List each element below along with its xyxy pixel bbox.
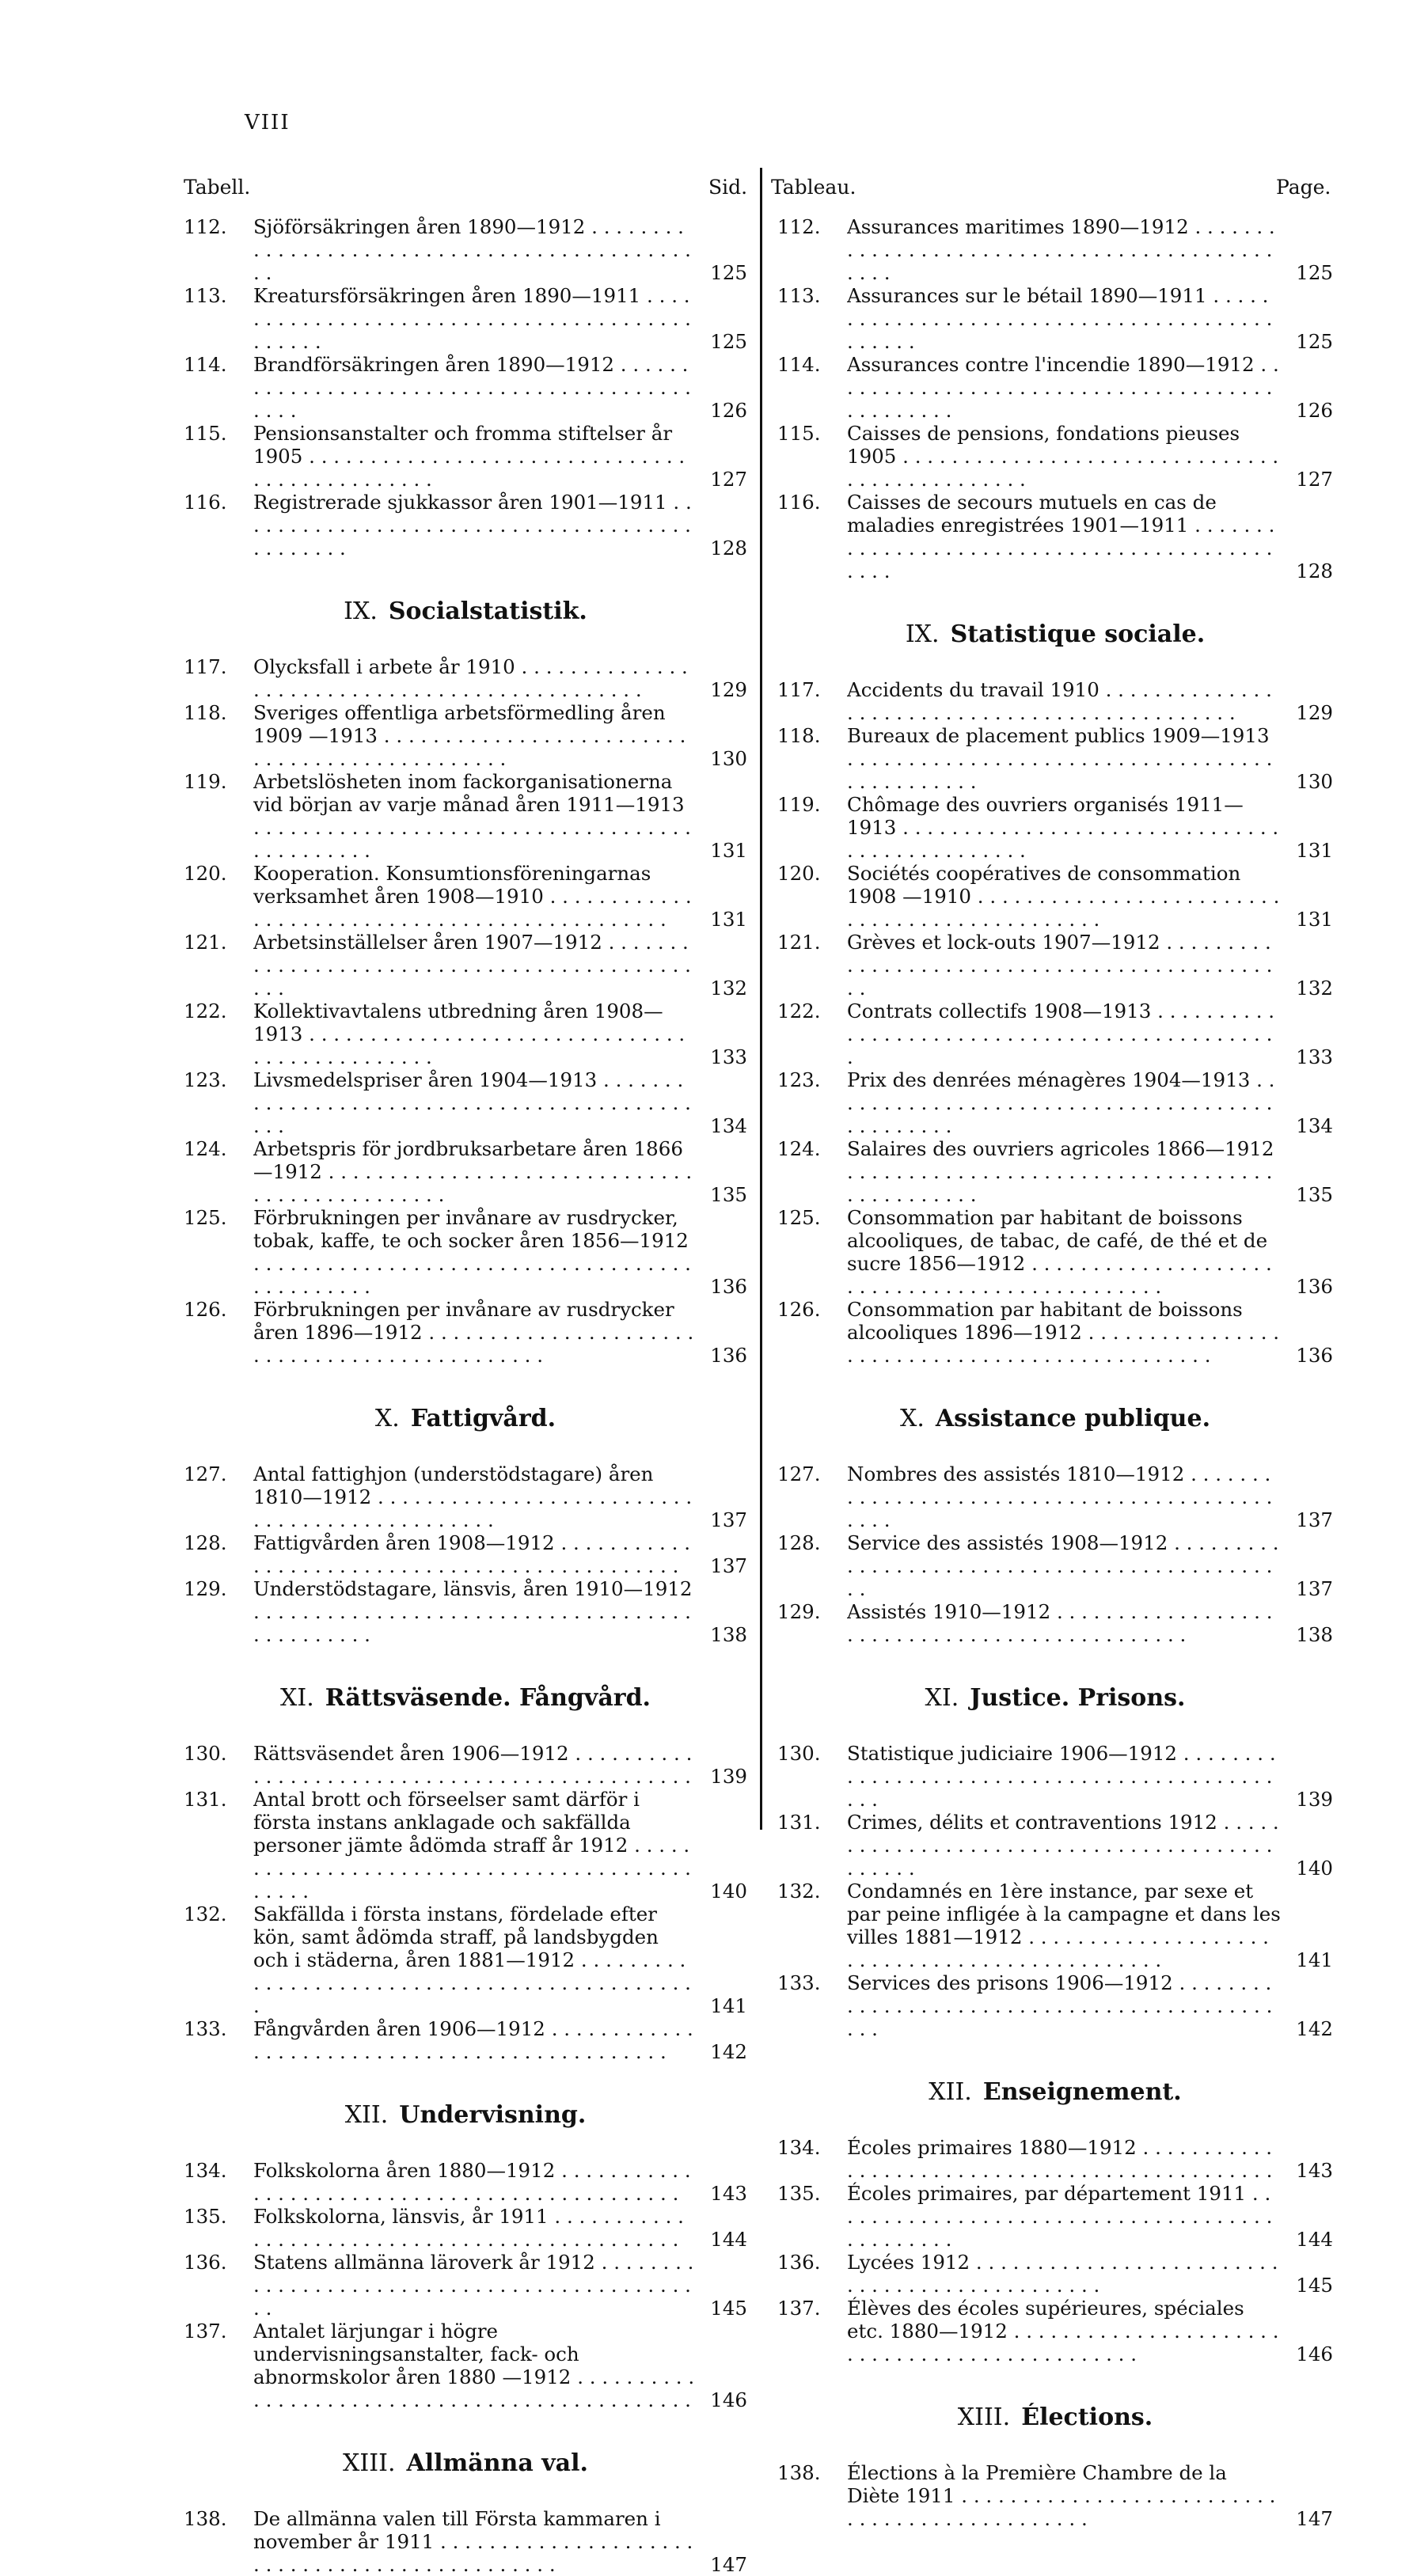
page-reference: 127 xyxy=(710,468,747,491)
table-title: Crimes, délits et contraventions 1912 . . . xyxy=(847,1811,1281,1880)
left-toc-entry xyxy=(184,1742,747,1788)
right-toc-entry xyxy=(777,2297,1333,2365)
left-toc-entry xyxy=(184,1788,747,1903)
right-toc-entry xyxy=(777,1463,1333,1531)
table-title: Livsmedelspriser åren 1904—1913 . . . xyxy=(253,1068,695,1137)
left-section-title xyxy=(184,1405,747,1432)
table-title: Écoles primaires 1880—1912 . . . xyxy=(847,2136,1281,2182)
page-reference: 128 xyxy=(1296,560,1333,582)
table-number: 125. xyxy=(777,1206,821,1229)
right-toc-entry xyxy=(777,1000,1333,1068)
table-title: Understödstagare, länsvis, åren 1910—1912 . . . xyxy=(253,1577,695,1646)
table-title: Grèves et lock-outs 1907—1912 . . . xyxy=(847,931,1281,1000)
left-section-name: Rättsväsende. Fångvård. xyxy=(325,1684,651,1712)
table-number: 113. xyxy=(184,284,227,307)
page-reference: 126 xyxy=(710,399,747,422)
right-column-header-label: Tableau. xyxy=(771,176,856,199)
table-title: Brandförsäkringen åren 1890—1912 . . . xyxy=(253,353,695,422)
table-number: 133. xyxy=(777,1971,821,1994)
page-reference: 128 xyxy=(710,537,747,560)
page-reference: 140 xyxy=(710,1880,747,1903)
right-section-title xyxy=(777,1684,1333,1712)
table-number: 115. xyxy=(777,422,821,445)
right-toc-entry xyxy=(777,1206,1333,1298)
table-number: 129. xyxy=(184,1577,227,1600)
right-toc-entry xyxy=(777,793,1333,862)
table-number: 120. xyxy=(777,862,821,885)
left-toc-entry xyxy=(184,2159,747,2205)
right-section-name: Enseignement. xyxy=(982,2078,1182,2106)
left-toc-entry xyxy=(184,1531,747,1577)
table-number: 133. xyxy=(184,2017,227,2040)
table-title: Bureaux de placement publics 1909—1913 . . . xyxy=(847,724,1281,793)
page-reference: 143 xyxy=(1296,2159,1333,2182)
page-reference: 131 xyxy=(710,908,747,931)
right-toc-entry xyxy=(777,1137,1333,1206)
table-title: Antal fattighjon (understödstagare) åren 1810—1912 . . . xyxy=(253,1463,695,1531)
right-column-header-page-label: Page. xyxy=(1276,176,1331,199)
page-reference: 137 xyxy=(1296,1508,1333,1531)
left-section-title xyxy=(184,2101,747,2129)
table-title: Services des prisons 1906—1912 . . . xyxy=(847,1971,1281,2040)
table-number: 121. xyxy=(777,931,821,954)
table-number: 125. xyxy=(184,1206,227,1229)
right-toc-entry xyxy=(777,353,1333,422)
table-number: 129. xyxy=(777,1600,821,1623)
page-reference: 139 xyxy=(710,1765,747,1788)
page-reference: 141 xyxy=(1296,1948,1333,1971)
left-section-number: X. xyxy=(374,1405,400,1432)
right-toc-entry xyxy=(777,215,1333,284)
page-reference: 145 xyxy=(710,2297,747,2320)
page-reference: 145 xyxy=(1296,2274,1333,2297)
left-toc-entry xyxy=(184,491,747,560)
column-divider xyxy=(760,168,762,1830)
page-reference: 125 xyxy=(1296,330,1333,353)
table-number: 119. xyxy=(777,793,821,816)
table-title: Arbetspris för jordbruksarbetare åren 1866 —1912 . . . xyxy=(253,1137,695,1206)
left-toc-entry xyxy=(184,1068,747,1137)
right-toc-entry xyxy=(777,1742,1333,1811)
table-number: 119. xyxy=(184,770,227,793)
table-number: 122. xyxy=(184,1000,227,1022)
right-toc-entry xyxy=(777,2182,1333,2251)
left-toc-entry xyxy=(184,701,747,770)
page-reference: 142 xyxy=(1296,2017,1333,2040)
table-number: 124. xyxy=(184,1137,227,1160)
page-reference: 125 xyxy=(710,261,747,284)
table-number: 124. xyxy=(777,1137,821,1160)
right-section-name: Élections. xyxy=(1021,2403,1153,2431)
left-toc-entry xyxy=(184,2507,747,2576)
left-toc-entry xyxy=(184,2320,747,2411)
table-title: Assurances sur le bétail 1890—1911 . . . xyxy=(847,284,1281,353)
table-number: 135. xyxy=(777,2182,821,2205)
page-reference: 136 xyxy=(710,1344,747,1367)
left-toc-entry xyxy=(184,2251,747,2320)
table-number: 136. xyxy=(777,2251,821,2274)
table-number: 120. xyxy=(184,862,227,885)
left-section-name: Undervisning. xyxy=(399,2101,587,2129)
table-number: 131. xyxy=(184,1788,227,1811)
table-title: Sveriges offentliga arbetsförmedling åren 1909 —1913 . . . xyxy=(253,701,695,770)
table-number: 117. xyxy=(777,678,821,701)
page-reference: 125 xyxy=(1296,261,1333,284)
table-number: 131. xyxy=(777,1811,821,1834)
table-title: Statistique judiciaire 1906—1912 . . . xyxy=(847,1742,1281,1811)
table-number: 113. xyxy=(777,284,821,307)
left-section-number: XIII. xyxy=(343,2449,396,2477)
table-title: Sociétés coopératives de consommation 1908 —1910 . . . xyxy=(847,862,1281,931)
page-reference: 130 xyxy=(710,747,747,770)
table-title: Förbrukningen per invånare av rusdrycker åren 1896—1912 . . . xyxy=(253,1298,695,1367)
page-reference: 125 xyxy=(710,330,747,353)
page-reference: 137 xyxy=(710,1554,747,1577)
page-reference: 129 xyxy=(1296,701,1333,724)
page-reference: 135 xyxy=(1296,1183,1333,1206)
page-reference: 144 xyxy=(1296,2228,1333,2251)
right-section-name: Assistance publique. xyxy=(935,1405,1211,1432)
right-toc-entry xyxy=(777,284,1333,353)
right-section-number: X. xyxy=(899,1405,925,1432)
left-section-title xyxy=(184,1684,747,1712)
page-reference: 136 xyxy=(1296,1275,1333,1298)
table-number: 121. xyxy=(184,931,227,954)
left-section-number: IX. xyxy=(344,598,378,625)
table-number: 118. xyxy=(777,724,821,747)
table-title: Arbetslösheten inom fackorganisationerna vid början av varje månad åren 1911—1913 . . . xyxy=(253,770,695,862)
left-section-number: XII. xyxy=(344,2101,389,2129)
table-title: Élections à la Première Chambre de la Diète 1911 . . . xyxy=(847,2461,1281,2530)
table-number: 126. xyxy=(777,1298,821,1321)
left-toc-entry xyxy=(184,655,747,701)
table-number: 115. xyxy=(184,422,227,445)
page-reference: 147 xyxy=(1296,2507,1333,2530)
page-reference: 134 xyxy=(710,1114,747,1137)
right-toc-entry xyxy=(777,1971,1333,2040)
left-column-header-page-label: Sid. xyxy=(708,176,748,199)
page-reference: 141 xyxy=(710,1994,747,2017)
right-section-name: Justice. Prisons. xyxy=(970,1684,1186,1712)
left-toc-entry xyxy=(184,2017,747,2063)
page-reference: 136 xyxy=(710,1275,747,1298)
right-section-title xyxy=(777,2078,1333,2106)
table-title: Kollektivavtalens utbredning åren 1908—1913 . . . xyxy=(253,1000,695,1068)
left-section-title xyxy=(184,598,747,625)
table-number: 134. xyxy=(777,2136,821,2159)
table-title: Service des assistés 1908—1912 . . . xyxy=(847,1531,1281,1600)
left-section-number: XI. xyxy=(279,1684,314,1712)
table-number: 138. xyxy=(777,2461,821,2484)
table-title: Assurances maritimes 1890—1912 . . . xyxy=(847,215,1281,284)
table-title: Arbetsinställelser åren 1907—1912 . . . xyxy=(253,931,695,1000)
page-reference: 144 xyxy=(710,2228,747,2251)
page-reference: 131 xyxy=(1296,839,1333,862)
table-title: Assurances contre l'incendie 1890—1912 . . . xyxy=(847,353,1281,422)
table-title: Antalet lärjungar i högre undervisningsanstalter, fack- och abnormskolor åren 1880 —1912 . . . xyxy=(253,2320,695,2411)
table-title: Élèves des écoles supérieures, spéciales etc. 1880—1912 . . . xyxy=(847,2297,1281,2365)
table-number: 128. xyxy=(777,1531,821,1554)
left-toc-entry xyxy=(184,1463,747,1531)
right-section-title xyxy=(777,1405,1333,1432)
table-title: Registrerade sjukkassor åren 1901—1911 . . . xyxy=(253,491,695,560)
table-number: 132. xyxy=(184,1903,227,1925)
page-reference: 137 xyxy=(710,1508,747,1531)
left-section-title xyxy=(184,2449,747,2477)
table-title: Consommation par habitant de boissons alcooliques, de tabac, de café, de thé et de sucre 1856—1912 . . . xyxy=(847,1206,1281,1298)
table-title: Écoles primaires, par département 1911 . . . xyxy=(847,2182,1281,2251)
right-toc-entry xyxy=(777,862,1333,931)
table-title: Prix des denrées ménagères 1904—1913 . . . xyxy=(847,1068,1281,1137)
right-toc-entry xyxy=(777,1068,1333,1137)
right-toc-entry xyxy=(777,931,1333,1000)
right-toc-entry xyxy=(777,1600,1333,1646)
table-number: 122. xyxy=(777,1000,821,1022)
right-toc-entry xyxy=(777,1880,1333,1971)
right-toc-entry xyxy=(777,678,1333,724)
table-number: 128. xyxy=(184,1531,227,1554)
right-toc-entry xyxy=(777,1811,1333,1880)
table-number: 126. xyxy=(184,1298,227,1321)
left-toc-entry xyxy=(184,215,747,284)
page-reference: 130 xyxy=(1296,770,1333,793)
table-title: Förbrukningen per invånare av rusdrycker, tobak, kaffe, te och socker åren 1856—1912 . . . xyxy=(253,1206,695,1298)
page-reference: 142 xyxy=(710,2040,747,2063)
left-toc-entry xyxy=(184,770,747,862)
table-title: Kooperation. Konsumtionsföreningarnas verksamhet åren 1908—1910 . . . xyxy=(253,862,695,931)
left-toc-entry xyxy=(184,931,747,1000)
table-title: Accidents du travail 1910 . . . xyxy=(847,678,1281,724)
left-toc-entry xyxy=(184,1137,747,1206)
table-title: Nombres des assistés 1810—1912 . . . xyxy=(847,1463,1281,1531)
page-reference: 146 xyxy=(1296,2343,1333,2365)
right-section-title xyxy=(777,2403,1333,2431)
page-reference: 146 xyxy=(710,2388,747,2411)
table-title: Folkskolorna, länsvis, år 1911 . . . xyxy=(253,2205,695,2251)
table-number: 135. xyxy=(184,2205,227,2228)
table-number: 112. xyxy=(777,215,821,238)
table-number: 127. xyxy=(184,1463,227,1485)
table-number: 127. xyxy=(777,1463,821,1485)
table-title: Folkskolorna åren 1880—1912 . . . xyxy=(253,2159,695,2205)
table-title: Lycées 1912 . . . xyxy=(847,2251,1281,2297)
right-toc-entry xyxy=(777,724,1333,793)
table-number: 117. xyxy=(184,655,227,678)
table-title: Sjöförsäkringen åren 1890—1912 . . . xyxy=(253,215,695,284)
table-title: Olycksfall i arbete år 1910 . . . xyxy=(253,655,695,701)
table-title: Caisses de pensions, fondations pieuses 1905 . . . xyxy=(847,422,1281,491)
right-toc-entry xyxy=(777,2461,1333,2530)
table-title: Salaires des ouvriers agricoles 1866—1912 . . . xyxy=(847,1137,1281,1206)
left-toc-entry xyxy=(184,2205,747,2251)
left-column-header-label: Tabell. xyxy=(184,176,251,199)
right-section-number: XII. xyxy=(929,2078,972,2106)
table-title: De allmänna valen till Första kammaren i november år 1911 . . . xyxy=(253,2507,695,2576)
left-section-name: Allmänna val. xyxy=(406,2449,588,2477)
page-reference: 127 xyxy=(1296,468,1333,491)
table-title: Caisses de secours mutuels en cas de maladies enregistrées 1901—1911 . . . xyxy=(847,491,1281,582)
table-number: 132. xyxy=(777,1880,821,1903)
table-number: 134. xyxy=(184,2159,227,2182)
page-reference: 138 xyxy=(1296,1623,1333,1646)
right-toc-entry xyxy=(777,422,1333,491)
page-reference: 129 xyxy=(710,678,747,701)
page-reference: 136 xyxy=(1296,1344,1333,1367)
table-number: 112. xyxy=(184,215,227,238)
table-title: Contrats collectifs 1908—1913 . . . xyxy=(847,1000,1281,1068)
swedish-contents-column xyxy=(184,215,747,2576)
right-section-number: IX. xyxy=(905,620,940,648)
left-toc-entry xyxy=(184,862,747,931)
table-number: 118. xyxy=(184,701,227,724)
right-toc-entry xyxy=(777,491,1333,582)
right-section-title xyxy=(777,620,1333,648)
page-reference: 133 xyxy=(1296,1045,1333,1068)
left-toc-entry xyxy=(184,1577,747,1646)
left-toc-entry xyxy=(184,1903,747,2017)
page-reference: 132 xyxy=(1296,977,1333,1000)
left-section-name: Fattigvård. xyxy=(410,1405,556,1432)
page-reference: 140 xyxy=(1296,1857,1333,1880)
table-number: 116. xyxy=(184,491,227,514)
right-toc-entry xyxy=(777,2251,1333,2297)
left-toc-entry xyxy=(184,1206,747,1298)
page-reference: 131 xyxy=(710,839,747,862)
table-number: 138. xyxy=(184,2507,227,2530)
page-reference: 138 xyxy=(710,1623,747,1646)
left-section-name: Socialstatistik. xyxy=(388,598,587,625)
page-number: VIII xyxy=(245,111,291,135)
french-contents-column xyxy=(777,215,1333,2530)
left-toc-entry xyxy=(184,353,747,422)
page-reference: 126 xyxy=(1296,399,1333,422)
table-title: Assistés 1910—1912 . . . xyxy=(847,1600,1281,1646)
table-title: Pensionsanstalter och fromma stiftelser år 1905 . . . xyxy=(253,422,695,491)
table-title: Chômage des ouvriers organisés 1911—1913 . . . xyxy=(847,793,1281,862)
page-reference: 147 xyxy=(710,2553,747,2576)
left-toc-entry xyxy=(184,422,747,491)
table-number: 130. xyxy=(777,1742,821,1765)
page-reference: 139 xyxy=(1296,1788,1333,1811)
left-toc-entry xyxy=(184,1000,747,1068)
page-reference: 132 xyxy=(710,977,747,1000)
table-title: Rättsväsendet åren 1906—1912 . . . xyxy=(253,1742,695,1788)
right-section-number: XI. xyxy=(925,1684,959,1712)
table-title: Fattigvården åren 1908—1912 . . . xyxy=(253,1531,695,1577)
table-title: Statens allmänna läroverk år 1912 . . . xyxy=(253,2251,695,2320)
table-number: 137. xyxy=(777,2297,821,2320)
page-reference: 143 xyxy=(710,2182,747,2205)
table-number: 130. xyxy=(184,1742,227,1765)
table-title: Fångvården åren 1906—1912 . . . xyxy=(253,2017,695,2063)
table-number: 114. xyxy=(777,353,821,376)
left-toc-entry xyxy=(184,1298,747,1367)
page-reference: 134 xyxy=(1296,1114,1333,1137)
left-toc-entry xyxy=(184,284,747,353)
table-number: 123. xyxy=(184,1068,227,1091)
table-number: 136. xyxy=(184,2251,227,2274)
table-number: 116. xyxy=(777,491,821,514)
right-section-name: Statistique sociale. xyxy=(950,620,1206,648)
right-toc-entry xyxy=(777,2136,1333,2182)
page-reference: 133 xyxy=(710,1045,747,1068)
table-number: 123. xyxy=(777,1068,821,1091)
table-title: Consommation par habitant de boissons alcooliques 1896—1912 . . . xyxy=(847,1298,1281,1367)
table-title: Antal brott och förseelser samt därför i första instans anklagade och sakfällda personer jämte ådömda straff år 1912 . . . xyxy=(253,1788,695,1903)
page-reference: 135 xyxy=(710,1183,747,1206)
right-section-number: XIII. xyxy=(957,2403,1011,2431)
table-title: Kreatursförsäkringen åren 1890—1911 . . . xyxy=(253,284,695,353)
table-title: Condamnés en 1ère instance, par sexe et par peine infligée à la campagne et dans les villes 1881—1912 . . . xyxy=(847,1880,1281,1971)
page-reference: 137 xyxy=(1296,1577,1333,1600)
table-title: Sakfällda i första instans, fördelade efter kön, samt ådömda straff, på landsbygden och i städerna, åren 1881—1912 . . . xyxy=(253,1903,695,2017)
right-toc-entry xyxy=(777,1298,1333,1367)
page-reference: 131 xyxy=(1296,908,1333,931)
right-toc-entry xyxy=(777,1531,1333,1600)
table-number: 114. xyxy=(184,353,227,376)
table-number: 137. xyxy=(184,2320,227,2343)
